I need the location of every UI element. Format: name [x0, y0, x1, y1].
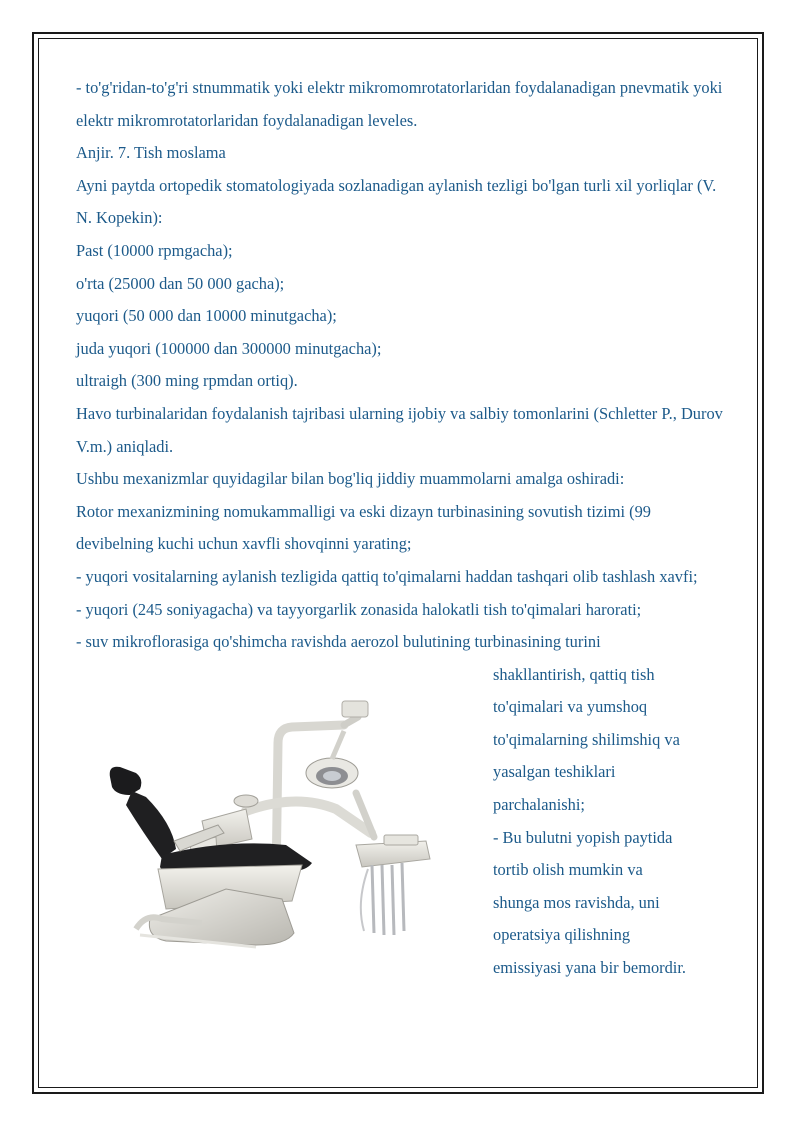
side-line: to'qimalarning shilimshiq va: [493, 729, 680, 749]
side-column-text: [493, 659, 733, 985]
paragraph-14: - suv mikroflorasiga qo'shimcha ravishda aerozol bulutining turbinasining turini: [76, 632, 601, 652]
paragraph-10: Ushbu mexanizmlar quyidagilar bilan bog'liq jiddiy muammolarni amalga oshiradi:: [76, 469, 625, 489]
figure-caption: Anjir. 7. Tish moslama: [76, 143, 226, 163]
side-line: tortib olish mumkin va: [493, 860, 643, 880]
paragraph-3: Ayni paytda ortopedik stomatologiyada sozlanadigan aylanish tezligi bo'lgan turli xil yorliqlar (V. N. Kopekin):: [76, 175, 717, 228]
side-line: parchalanishi;: [493, 795, 585, 815]
figure-section: [76, 659, 726, 999]
side-line: to'qimalari va yumshoq: [493, 697, 648, 717]
list-item-medium: o'rta (25000 dan 50 000 gacha);: [76, 273, 285, 293]
list-item-high: yuqori (50 000 dan 10000 minutgacha);: [76, 306, 337, 326]
paragraph-1: - to'g'ridan-to'g'ri stnummatik yoki elektr mikromomrotatorlaridan foydalanadigan pnevmatik yoki elektr mikromrotatorlaridan foydalanadigan leveles.: [76, 78, 723, 130]
paragraph-13: - yuqori (245 soniyagacha) va tayyorgarlik zonasida halokatli tish to'qimalari harorati;: [76, 599, 642, 619]
paragraph-11: Rotor mexanizmining nomukammalligi va eski dizayn turbinasining sovutish tizimi (99 devibelning kuchi uchun xavfli shovqinni yarating;: [76, 501, 651, 554]
side-line: emissiyasi yana bir bemordir.: [493, 958, 687, 978]
paragraph-9: Havo turbinalaridan foydalanish tajribasi ularning ijobiy va salbiy tomonlarini (Schletter P., Durov V.m.) aniqladi.: [76, 403, 723, 456]
dental-chair-image: [106, 673, 436, 963]
side-line: operatsiya qilishning: [493, 925, 631, 945]
list-item-low: Past (10000 rpmgacha);: [76, 240, 233, 260]
side-line: shakllantirish, qattiq tish: [493, 664, 655, 684]
list-item-ultra: ultraigh (300 ming rpmdan ortiq).: [76, 371, 298, 391]
side-line: shunga mos ravishda, uni: [493, 892, 660, 912]
side-line: - Bu bulutni yopish paytida: [493, 827, 673, 847]
document-body: [76, 72, 726, 999]
list-item-very-high: juda yuqori (100000 dan 300000 minutgacha);: [76, 338, 382, 358]
paragraph-12: - yuqori vositalarning aylanish tezligida qattiq to'qimalarni haddan tashqari olib tashlash xavfi;: [76, 566, 698, 586]
side-line: yasalgan teshiklari: [493, 762, 616, 782]
